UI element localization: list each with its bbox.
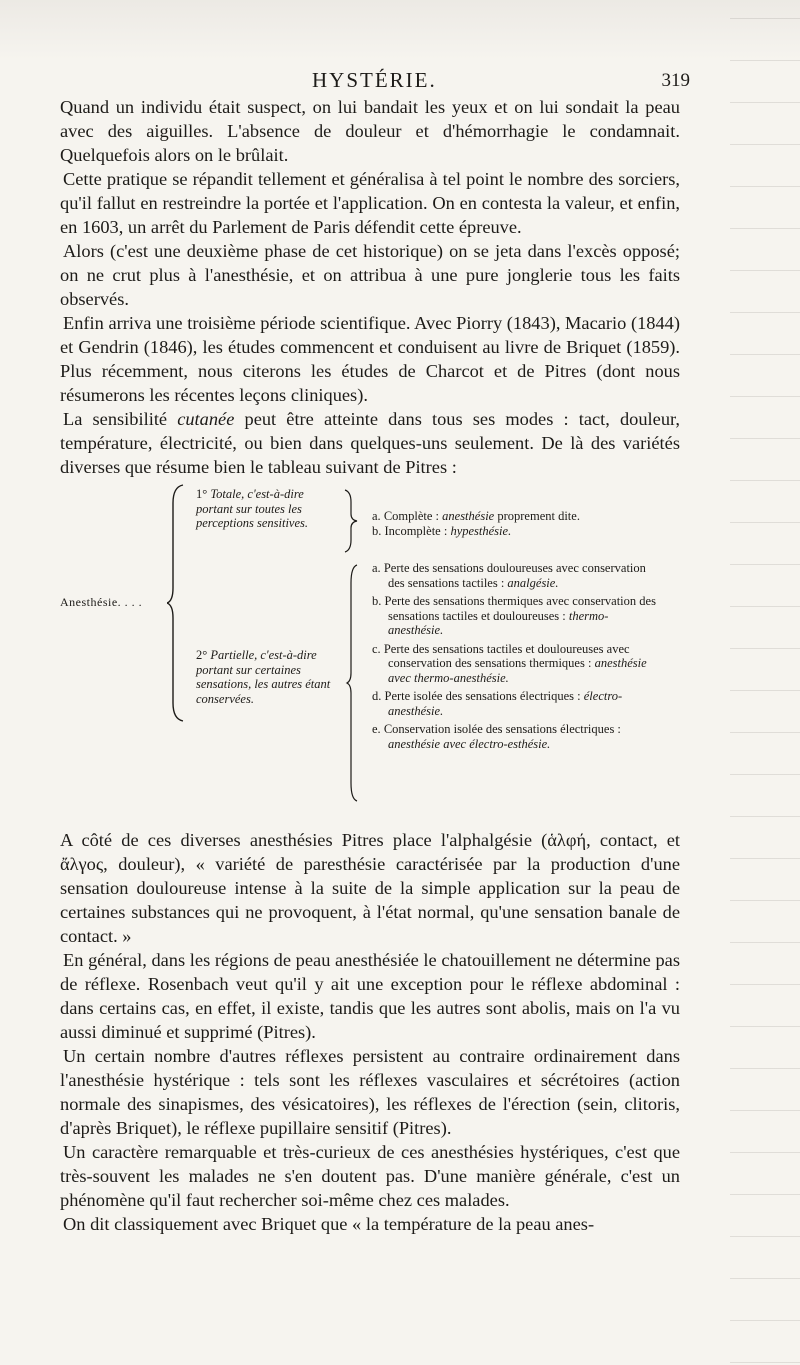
item-text: Perte des sensations douloureuses avec conservation des sensations tactiles : bbox=[383, 561, 646, 590]
page-header bbox=[60, 62, 690, 92]
partielle-items bbox=[372, 561, 662, 755]
list-item bbox=[372, 561, 662, 590]
item-letter: e. bbox=[372, 722, 381, 736]
item-italic: analgésie. bbox=[507, 575, 559, 590]
item-letter: b. bbox=[372, 594, 382, 608]
branch-number: 1° bbox=[196, 487, 208, 501]
paragraph: Alors (c'est une deuxième phase de cet historique) on se jeta dans l'excès opposé; on ne crut plus à l'anesthésie, et on attribua à une pure jonglerie tous les faits observés. bbox=[60, 241, 680, 309]
text-run: peut être atteinte dans tous ses modes : tact, douleur, température, électricité, ou bien dans quelques-uns seulement. De là des variétés diverses que résume bien le tableau suivant de Pitres : bbox=[60, 409, 681, 477]
brace-total bbox=[343, 488, 359, 554]
branch-text: Partielle, c'est-à-dire portant sur certaines sensations, les autres étant conservées. bbox=[196, 648, 331, 706]
item-text: Incomplète : bbox=[384, 523, 451, 538]
scan-margin bbox=[730, 0, 800, 1365]
table-root-label: Anesthésie. . . . bbox=[60, 595, 143, 609]
item-text: Conservation isolée des sensations électriques : bbox=[383, 722, 621, 736]
list-item bbox=[372, 524, 692, 539]
anesthesia-classification-table bbox=[60, 483, 680, 813]
item-letter: a. bbox=[372, 561, 381, 575]
table-branch-partielle bbox=[196, 648, 338, 706]
total-items bbox=[372, 509, 692, 538]
item-text: Perte isolée des sensations électriques : bbox=[384, 689, 584, 703]
item-italic: anesthésie bbox=[442, 509, 495, 523]
list-item bbox=[372, 594, 662, 638]
item-text: Perte des sensations thermiques avec conservation des sensations tactiles et douloureuses : bbox=[384, 594, 656, 623]
item-letter: a. bbox=[372, 509, 381, 523]
item-italic: anesthésie avec électro-esthésie. bbox=[388, 736, 551, 751]
branch-text: Totale, c'est-à-dire portant sur toutes les perceptions sensitives. bbox=[196, 487, 309, 530]
branch-number: 2° bbox=[196, 648, 208, 662]
paragraph: On dit classiquement avec Briquet que « la température de la peau anes- bbox=[63, 1214, 595, 1234]
paragraph: Cette pratique se répandit tellement et généralisa à tel point le nombre des sorciers, qu'il fallut en restreindre la portée et l'application. On en contesta la valeur, et enfin, en 1603, un arrêt du Parlement de Paris défendit cette épreuve. bbox=[60, 169, 680, 237]
list-item bbox=[372, 642, 662, 686]
text-run: La sensibilité bbox=[63, 409, 178, 429]
paragraph: Un caractère remarquable et très-curieux de ces anesthésies hystériques, c'est que très-souvent les malades ne s'en doutent pas. D'une manière générale, c'est un phénomène qu'il faut rechercher soi-même chez ces malades. bbox=[60, 1142, 680, 1210]
table-branch-total bbox=[196, 487, 338, 531]
paragraph: A côté de ces diverses anesthésies Pitres place l'alphalgésie (ἁλφή, contact, et ἄλγος, douleur), « variété de paresthésie caractérisée par la production d'une sensation douloureuse intense à la suite de la simple application sur la peau de certaines substances qui ne provoquent, à l'état normal, qu'une sensation banale de contact. » bbox=[60, 830, 680, 946]
item-tail: proprement dite. bbox=[494, 509, 580, 523]
item-letter: b. bbox=[372, 523, 382, 538]
item-italic: hypesthésie. bbox=[450, 523, 512, 538]
running-title: HYSTÉRIE. bbox=[312, 68, 437, 92]
brace-main bbox=[167, 483, 187, 723]
body-text-top bbox=[60, 95, 680, 479]
paragraph: Enfin arriva une troisième période scientifique. Avec Piorry (1843), Macario (1844) et Gendrin (1846), les études commencent et conduisent au livre de Briquet (1859). Plus récemment, nous citerons les études de Charcot et de Pitres (dont nous résumerons les récentes leçons cliniques). bbox=[60, 313, 680, 405]
item-italic: thermo-anesthésie. bbox=[388, 608, 609, 637]
italic-run: cutanée bbox=[177, 409, 235, 429]
scan-edge bbox=[0, 0, 800, 60]
paragraph: Un certain nombre d'autres réflexes persistent au contraire ordinairement dans l'anesthésie hystérique : tels sont les réflexes vasculaires et sécrétoires (action normale des sinapismes, des vésicatoires), les réflexes de l'érection (sein, clitoris, d'après Briquet), le réflexe pupillaire sensitif (Pitres). bbox=[60, 1046, 680, 1138]
item-italic: électro-anesthésie. bbox=[388, 689, 623, 718]
item-letter: d. bbox=[372, 689, 382, 703]
list-item bbox=[372, 722, 662, 751]
paragraph-sensibilite bbox=[60, 407, 680, 479]
body-text-bottom bbox=[60, 828, 680, 1236]
paragraph: En général, dans les régions de peau anesthésiée le chatouillement ne détermine pas de réflexe. Rosenbach veut qu'il y ait une exception pour le réflexe abdominal : dans certains cas, en effet, il existe, tandis que les autres sont abolis, mais on l'a vu aussi diminué et supprimé (Pitres). bbox=[60, 950, 680, 1042]
item-letter: c. bbox=[372, 641, 381, 656]
page-number: 319 bbox=[661, 70, 690, 91]
brace-partielle bbox=[345, 563, 359, 803]
list-item bbox=[372, 509, 692, 524]
list-item bbox=[372, 689, 662, 718]
item-text: Perte des sensations tactiles et douloureuses avec conservation des sensations thermiques : bbox=[383, 641, 630, 670]
item-text: Complète : bbox=[383, 509, 443, 523]
paragraph: Quand un individu était suspect, on lui bandait les yeux et on lui sondait la peau avec des aiguilles. L'absence de douleur et d'hémorrhagie le condamnait. Quelquefois alors on le brûlait. bbox=[60, 97, 680, 165]
item-italic: anesthésie avec thermo-anesthésie. bbox=[388, 656, 647, 685]
